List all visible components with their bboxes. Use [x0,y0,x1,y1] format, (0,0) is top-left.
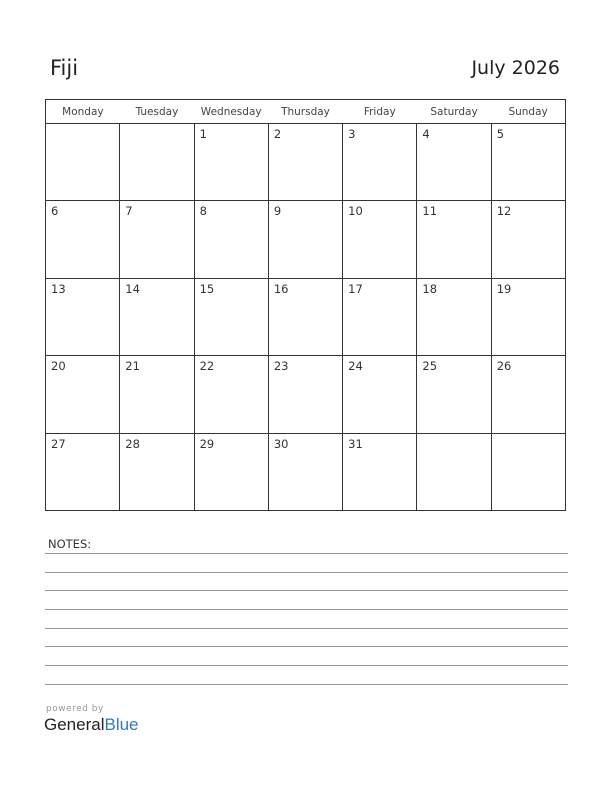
weekday-friday: Friday [343,100,417,124]
note-line [45,684,568,685]
note-line [45,609,568,610]
day-cell: 27 [46,433,120,510]
day-cell [417,433,491,510]
month-title: July 2026 [471,57,560,79]
brand-blue: Blue [104,715,139,734]
weekday-thursday: Thursday [268,100,342,124]
day-cell: 18 [417,278,491,355]
day-cell: 10 [343,201,417,278]
day-cell: 4 [417,124,491,201]
day-cell: 23 [268,356,342,433]
weekday-tuesday: Tuesday [120,100,194,124]
brand-footer [44,704,139,735]
day-cell: 7 [120,201,194,278]
weekday-sunday: Sunday [491,100,565,124]
day-cell: 30 [268,433,342,510]
day-cell: 15 [194,278,268,355]
day-cell: 25 [417,356,491,433]
day-cell: 1 [194,124,268,201]
country-title: Fiji [50,56,79,80]
day-cell [46,124,120,201]
weekday-header-row [46,100,566,124]
day-cell [491,433,565,510]
day-cell: 6 [46,201,120,278]
day-cell: 26 [491,356,565,433]
day-cell: 21 [120,356,194,433]
day-cell: 28 [120,433,194,510]
brand-general: General [44,715,105,734]
note-line [45,590,568,591]
note-line [45,628,568,629]
week-row [46,356,566,433]
day-cell: 9 [268,201,342,278]
day-cell: 19 [491,278,565,355]
day-cell: 11 [417,201,491,278]
day-cell: 16 [268,278,342,355]
day-cell: 5 [491,124,565,201]
note-line [45,572,568,573]
day-cell: 20 [46,356,120,433]
week-row [46,433,566,510]
week-row [46,278,566,355]
day-cell: 3 [343,124,417,201]
day-cell: 14 [120,278,194,355]
day-cell: 8 [194,201,268,278]
day-cell: 17 [343,278,417,355]
note-line [45,646,568,647]
week-row [46,124,566,201]
week-row [46,201,566,278]
day-cell: 2 [268,124,342,201]
note-line [45,665,568,666]
day-cell: 13 [46,278,120,355]
calendar-grid [45,99,566,511]
weekday-monday: Monday [46,100,120,124]
day-cell [120,124,194,201]
notes-label: NOTES: [48,537,92,551]
weekday-wednesday: Wednesday [194,100,268,124]
day-cell: 31 [343,433,417,510]
powered-by-label: powered by [46,704,104,714]
day-cell: 24 [343,356,417,433]
day-cell: 29 [194,433,268,510]
brand-logo [44,715,139,735]
day-cell: 12 [491,201,565,278]
weekday-saturday: Saturday [417,100,491,124]
day-cell: 22 [194,356,268,433]
note-line [45,553,568,554]
